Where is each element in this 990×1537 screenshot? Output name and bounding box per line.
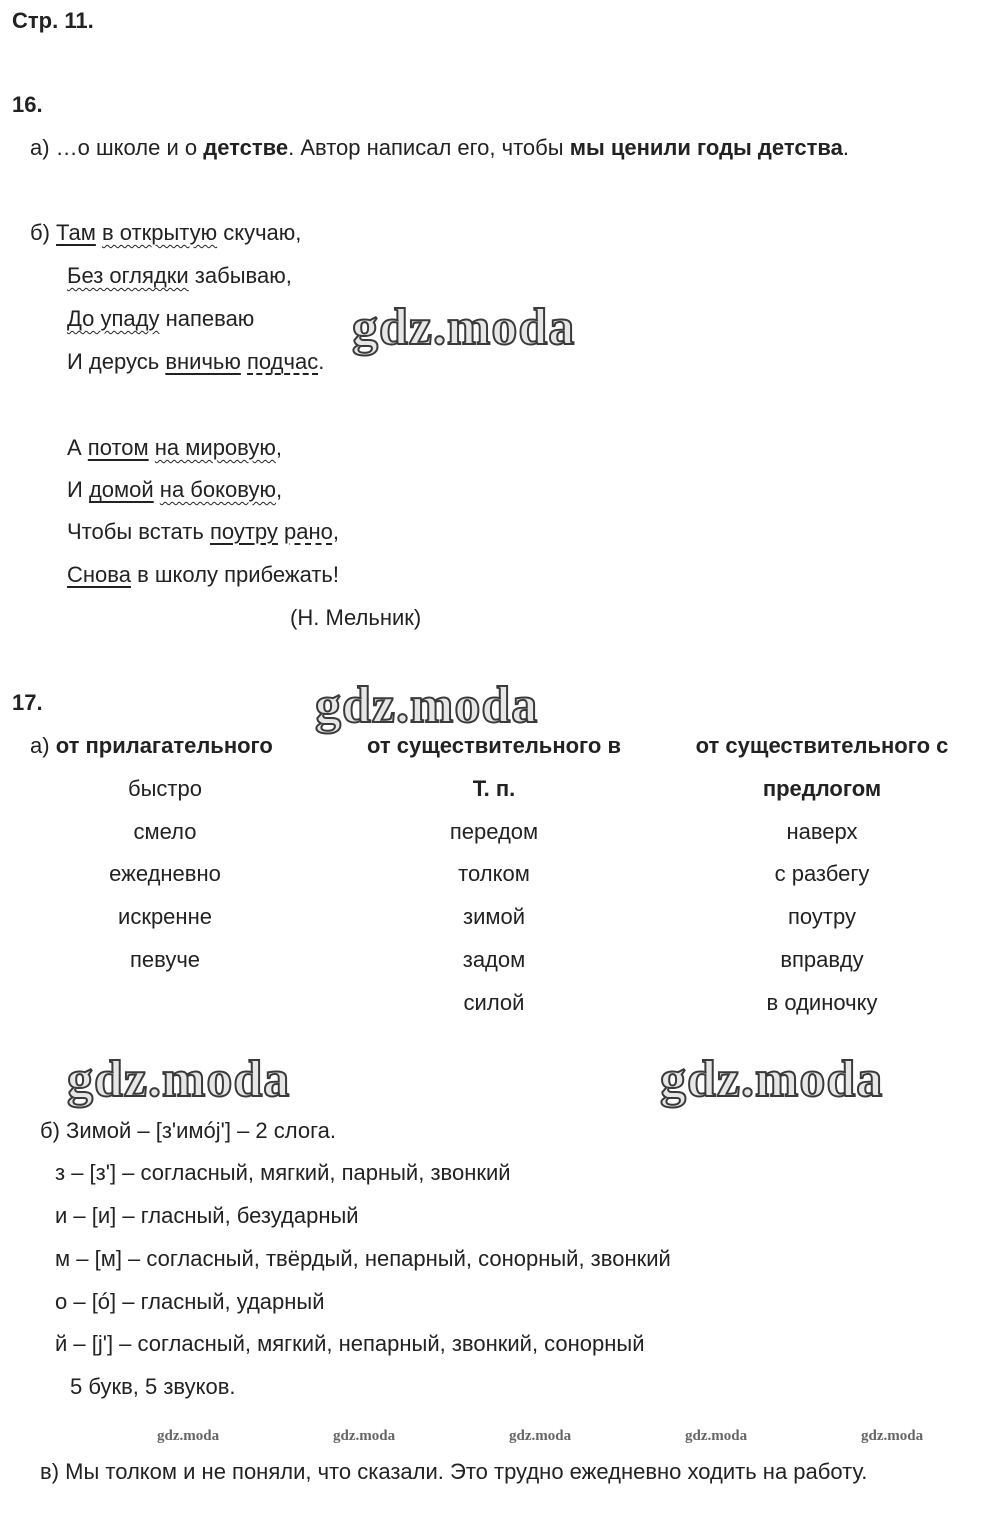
poem-word: вничью xyxy=(165,349,241,374)
watermark-small: gdz.moda xyxy=(333,1428,396,1444)
poem-word: в открытую xyxy=(101,220,218,245)
poem-text: И xyxy=(67,477,89,502)
poem-word: на боковую xyxy=(159,477,276,502)
poem-text: , xyxy=(275,435,282,460)
ex16a-middle: . Автор написал его, чтобы xyxy=(288,135,570,160)
ex17a-header-1 xyxy=(30,733,273,759)
column-header-noun-instrumental-2: Т. п. xyxy=(472,776,516,801)
col2-item: задом xyxy=(462,947,526,972)
poem-text: А xyxy=(67,435,88,460)
poem-line-2 xyxy=(67,263,292,289)
poem-text: в школу прибежать! xyxy=(130,562,339,587)
poem-line-5 xyxy=(67,435,282,461)
poem-text: , xyxy=(332,519,340,544)
poem-text: забываю, xyxy=(188,263,292,288)
poem-line-3 xyxy=(67,306,254,332)
col1-item: ежедневно xyxy=(109,861,221,886)
watermark-small: gdz.moda xyxy=(685,1428,748,1444)
poem-word: Там xyxy=(56,220,96,245)
ex17a-label: а) xyxy=(30,733,56,758)
watermark-small: gdz.moda xyxy=(861,1428,924,1444)
ex16a-prefix: а) …о школе и о xyxy=(30,135,204,160)
exercise-17-number: 17. xyxy=(12,690,43,715)
col1-item: искренне xyxy=(118,904,212,929)
poem-word: До упаду xyxy=(67,306,160,331)
letters-sounds-summary: 5 букв, 5 звуков. xyxy=(70,1374,236,1399)
poem-line-8 xyxy=(67,562,339,588)
col1-item: быстро xyxy=(128,776,202,801)
column-header-noun-preposition-2: предлогом xyxy=(762,776,882,801)
poem-line-6 xyxy=(67,477,282,503)
ex16a-end: . xyxy=(842,135,849,160)
poem-word: потом xyxy=(87,435,149,460)
ex16b-label: б) xyxy=(30,220,57,245)
exercise-16a-answer xyxy=(30,135,849,161)
col3-item: наверх xyxy=(786,819,858,844)
watermark-logo: gdz.moda xyxy=(315,677,539,734)
poem-text: напеваю xyxy=(159,306,255,331)
ex17b-title: б) Зимой – [з'имój'] – 2 слога. xyxy=(40,1118,336,1143)
col2-item: толком xyxy=(458,861,530,886)
poem-word: поутру xyxy=(209,519,278,544)
ex16a-bold-1: детстве xyxy=(203,135,289,160)
ex16a-bold-2: мы ценили годы детства xyxy=(569,135,843,160)
poem-word: домой xyxy=(88,477,154,502)
col3-item: поутру xyxy=(788,904,856,929)
exercise-16-number: 16. xyxy=(12,92,43,117)
ex17c-answer: в) Мы толком и не поняли, что сказали. Это трудно ежедневно ходить на работу. xyxy=(40,1459,868,1484)
poem-text: И дерусь xyxy=(67,349,166,374)
column-header-adjective: от прилагательного xyxy=(55,733,273,758)
col2-item: силой xyxy=(463,990,525,1015)
poem-word: на мировую xyxy=(154,435,276,460)
poem-word: Без оглядки xyxy=(67,263,189,288)
watermark-logo: gdz.moda xyxy=(352,299,576,356)
poem-text: Чтобы встать xyxy=(67,519,210,544)
phonetic-line: о – [ó] – гласный, ударный xyxy=(55,1289,325,1314)
col1-item: смело xyxy=(133,819,197,844)
watermark-small: gdz.moda xyxy=(157,1428,220,1444)
poem-text: . xyxy=(318,349,325,374)
poem-line-4 xyxy=(67,349,324,375)
page-label: Стр. 11. xyxy=(12,8,94,33)
watermark-logo: gdz.moda xyxy=(660,1051,884,1108)
poem-text: , xyxy=(275,477,283,502)
column-header-noun-preposition: от существительного с xyxy=(695,733,949,758)
col3-item: в одиночку xyxy=(766,990,878,1015)
poem-word: Снова xyxy=(67,562,131,587)
col1-item: певуче xyxy=(129,947,201,972)
watermark-logo: gdz.moda xyxy=(67,1051,291,1108)
col3-item: вправду xyxy=(780,947,864,972)
phonetic-line: з – [з'] – согласный, мягкий, парный, звонкий xyxy=(55,1160,511,1185)
poem-text: скучаю, xyxy=(217,220,302,245)
col3-item: с разбегу xyxy=(774,861,870,886)
poem-author: (Н. Мельник) xyxy=(290,605,422,630)
poem-line-7 xyxy=(67,519,339,545)
col2-item: зимой xyxy=(462,904,526,929)
column-header-noun-instrumental: от существительного в xyxy=(367,733,621,758)
poem-word: рано xyxy=(284,519,333,544)
phonetic-line: м – [м] – согласный, твёрдый, непарный, сонорный, звонкий xyxy=(55,1246,671,1271)
phonetic-line: и – [и] – гласный, безударный xyxy=(55,1203,359,1228)
phonetic-line: й – [j'] – согласный, мягкий, непарный, звонкий, сонорный xyxy=(55,1331,645,1356)
poem-line-1 xyxy=(30,220,301,246)
watermark-small: gdz.moda xyxy=(509,1428,572,1444)
col2-item: передом xyxy=(449,819,539,844)
poem-word: подчас xyxy=(247,349,319,374)
